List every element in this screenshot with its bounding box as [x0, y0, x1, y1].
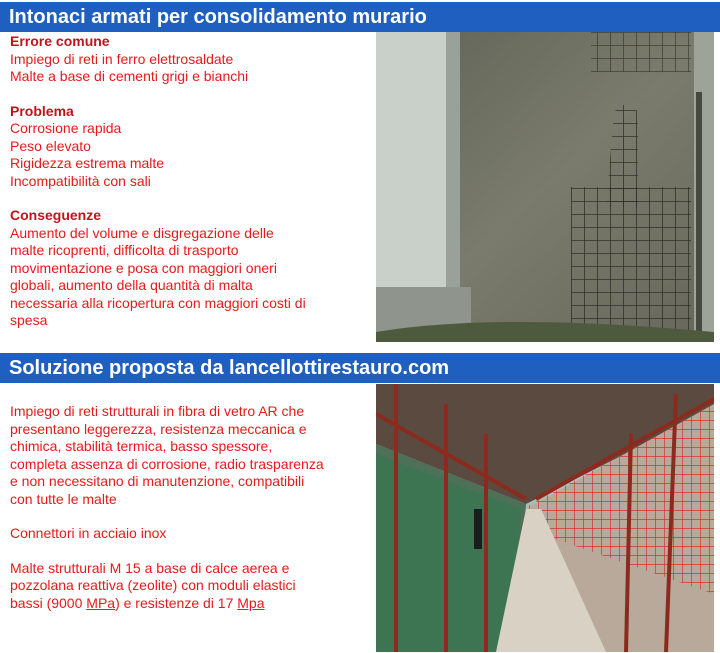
- connectors-line: Connettori in acciaio inox: [10, 525, 167, 541]
- consequences-heading: Conseguenze: [10, 207, 102, 223]
- error-heading: Errore comune: [10, 33, 110, 49]
- page-title: Intonaci armati per consolidamento murario: [0, 2, 720, 32]
- error-line: Impiego di reti in ferro elettrosaldate: [10, 50, 234, 67]
- mortar-line-last: [10, 595, 324, 613]
- problem-heading: Problema: [10, 102, 74, 119]
- mortar-text: bassi (9000: [10, 594, 87, 611]
- mortar-text: ) e resistenze di 17: [115, 594, 238, 611]
- solution-section: [10, 403, 324, 612]
- problem-line: Corrosione rapida: [10, 120, 122, 136]
- solution-line: completa assenza di corrosione, radio trasparenza: [10, 455, 324, 472]
- consequences-line: Aumento del volume e disgregazione delle: [10, 224, 274, 241]
- consequences-line: globali, aumento della quantità di malta: [10, 277, 253, 293]
- scaffolding-photo: [376, 384, 714, 652]
- solution-title: Soluzione proposta da lancellottirestauro.com: [0, 353, 720, 383]
- unit-mpa: Mpa: [237, 594, 265, 611]
- mortar-line: Malte strutturali M 15 a base di calce aerea e: [10, 559, 290, 576]
- consequences-line: malte ricoprenti, difficolta di trasporto: [10, 242, 239, 258]
- mortar-line: pozzolana reattiva (zeolite) con moduli elastici: [10, 577, 296, 593]
- consequences-line: movimentazione e posa con maggiori oneri: [10, 259, 277, 276]
- solution-line: Impiego di reti strutturali in fibra di vetro AR che: [10, 403, 305, 419]
- solution-line: e non necessitano di manutenzione, compatibili: [10, 473, 305, 489]
- consequences-line: necessaria alla ricopertura con maggiori costi di: [10, 294, 306, 311]
- problem-line: Rigidezza estrema malte: [10, 155, 165, 171]
- problem-line: Incompatibilità con sali: [10, 172, 151, 189]
- problem-section: [10, 33, 306, 330]
- unit-mpa: MPa: [86, 594, 116, 611]
- solution-line: chimica, stabilità termica, basso spessore,: [10, 438, 273, 454]
- solution-line: con tutte le malte: [10, 490, 117, 507]
- error-line: Malte a base di cementi grigi e bianchi: [10, 68, 249, 84]
- consequences-line: spesa: [10, 312, 48, 328]
- reinforced-wall-photo: [376, 32, 714, 342]
- problem-line: Peso elevato: [10, 137, 91, 154]
- solution-line: presentano leggerezza, resistenza meccanica e: [10, 420, 307, 437]
